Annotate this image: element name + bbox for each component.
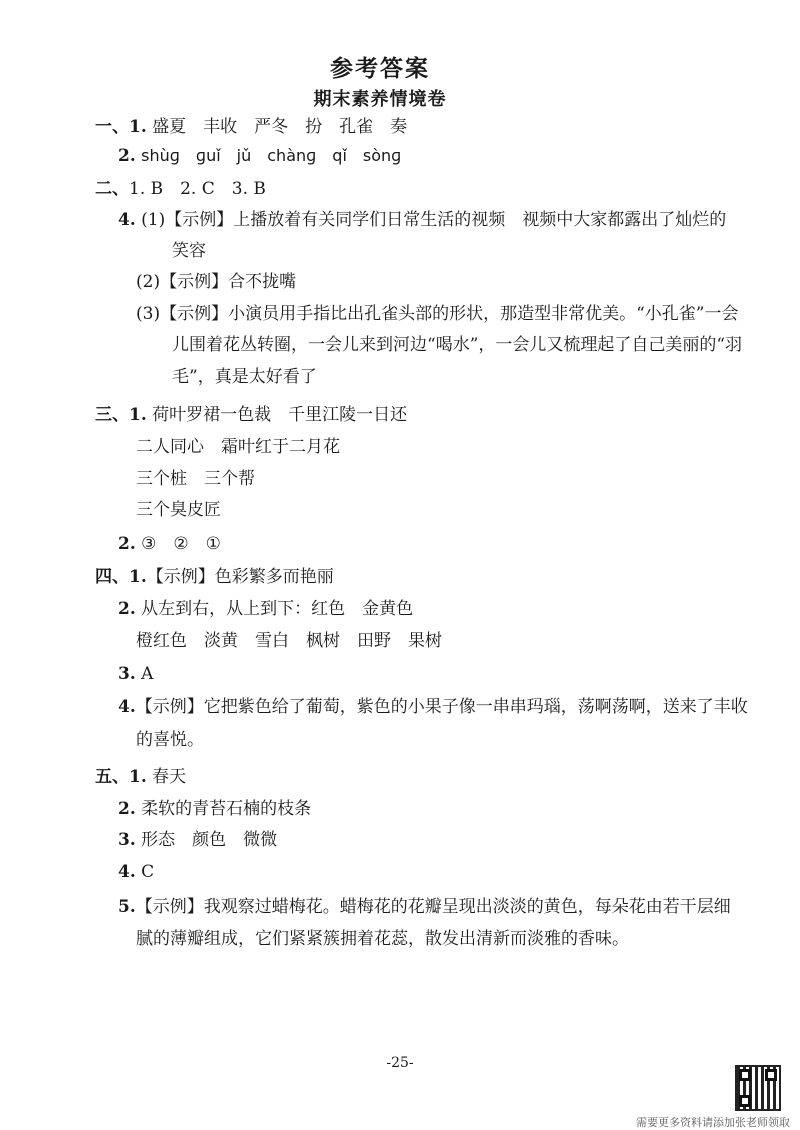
question-number: 3.	[118, 664, 136, 684]
answer-text: ③ ② ①	[141, 534, 221, 554]
answer-continuation: 二人同心 霜叶红于二月花	[136, 437, 340, 457]
section-5-q1	[95, 766, 186, 788]
answer-continuation: 腻的薄瓣组成，它们紧紧簇拥着花蕊，散发出清新而淡雅的香味。	[136, 929, 629, 949]
question-number: 2.	[118, 534, 136, 554]
question-number: 4.	[118, 210, 136, 230]
question-number: 2.	[118, 146, 136, 166]
section-5-q5	[118, 896, 731, 918]
section-3-q1	[95, 404, 407, 426]
section-2-q4-part1	[118, 209, 726, 231]
answer-text: A	[141, 664, 154, 684]
section-4-q4	[118, 696, 748, 718]
answer-continuation: 笑容	[172, 241, 206, 261]
answer-continuation: 毛”，真是太好看了	[172, 367, 317, 387]
answer-text: 从左到右，从上到下：红色 金黄色	[141, 599, 414, 619]
answer-text: 【示例】我观察过蜡梅花。蜡梅花的花瓣呈现出淡淡的黄色，每朵花由若干层细	[135, 897, 731, 917]
answer-text: 荷叶罗裙一色裁 千里江陵一日还	[152, 405, 408, 425]
section-label: 三、	[95, 405, 129, 425]
section-4-q3	[118, 663, 153, 685]
page-number: -25-	[386, 1055, 414, 1071]
section-label: 五、	[95, 767, 129, 787]
answer-continuation: 三个桩 三个帮	[136, 469, 255, 489]
question-number: 1.	[129, 567, 147, 587]
answer-text: 盛夏 丰收 严冬 扮 孔雀 奏	[152, 117, 408, 137]
answer-text: 形态 颜色 微微	[141, 830, 278, 850]
page-title: 参考答案	[330, 55, 430, 82]
section-5-q2	[118, 798, 311, 820]
answer-text: 柔软的青苔石楠的枝条	[141, 799, 312, 819]
answer-text: C	[141, 862, 155, 882]
question-number: 4.	[118, 697, 136, 717]
answer-text: 1. B 2. C 3. B	[129, 179, 266, 199]
answer-continuation: 三个臭皮匠	[136, 500, 221, 520]
pinyin-answers: shùɡ ɡuǐ jǔ chànɡ qǐ sònɡ	[141, 146, 402, 165]
answer-text: 【示例】它把紫色给了葡萄，紫色的小果子像一串串玛瑙，荡啊荡啊，送来了丰收	[135, 697, 748, 717]
question-number: 3.	[118, 830, 136, 850]
section-1-q1	[95, 116, 407, 138]
question-number: 1.	[129, 405, 147, 425]
page-subtitle: 期末素养情境卷	[313, 89, 447, 110]
answer-continuation: 橙红色 淡黄 雪白 枫树 田野 果树	[136, 631, 442, 651]
section-4-q2	[118, 598, 413, 620]
section-2-q4-part2: (2)【示例】合不拢嘴	[136, 272, 297, 292]
qr-code-icon	[735, 1065, 781, 1111]
qr-caption: 需要更多资料请添加张老师领取	[636, 1116, 790, 1129]
answer-text: 【示例】色彩繁多而艳丽	[146, 567, 334, 587]
answer-text: (1)【示例】上播放着有关同学们日常生活的视频 视频中大家都露出了灿烂的	[141, 210, 727, 230]
question-number: 4.	[118, 862, 136, 882]
answer-continuation: 儿围着花丛转圈，一会儿来到河边“喝水”，一会儿又梳理起了自己美丽的“羽	[172, 335, 743, 355]
section-3-q2	[118, 533, 221, 555]
answer-text: 春天	[152, 767, 187, 787]
section-2-q1	[95, 178, 266, 200]
section-5-q4	[118, 861, 154, 883]
section-label: 四、	[95, 567, 129, 587]
question-number: 1.	[129, 117, 147, 137]
section-label: 一、	[95, 117, 129, 137]
section-1-q2	[118, 145, 401, 167]
section-2-q4-part3: (3)【示例】小演员用手指比出孔雀头部的形状，那造型非常优美。“小孔雀”一会	[136, 304, 739, 324]
section-5-q3	[118, 829, 277, 851]
question-number: 2.	[118, 599, 136, 619]
question-number: 1.	[129, 767, 147, 787]
question-number: 2.	[118, 799, 136, 819]
answer-continuation: 的喜悦。	[136, 730, 204, 750]
question-number: 5.	[118, 897, 136, 917]
section-label: 二、	[95, 179, 129, 199]
section-4-q1	[95, 566, 334, 588]
